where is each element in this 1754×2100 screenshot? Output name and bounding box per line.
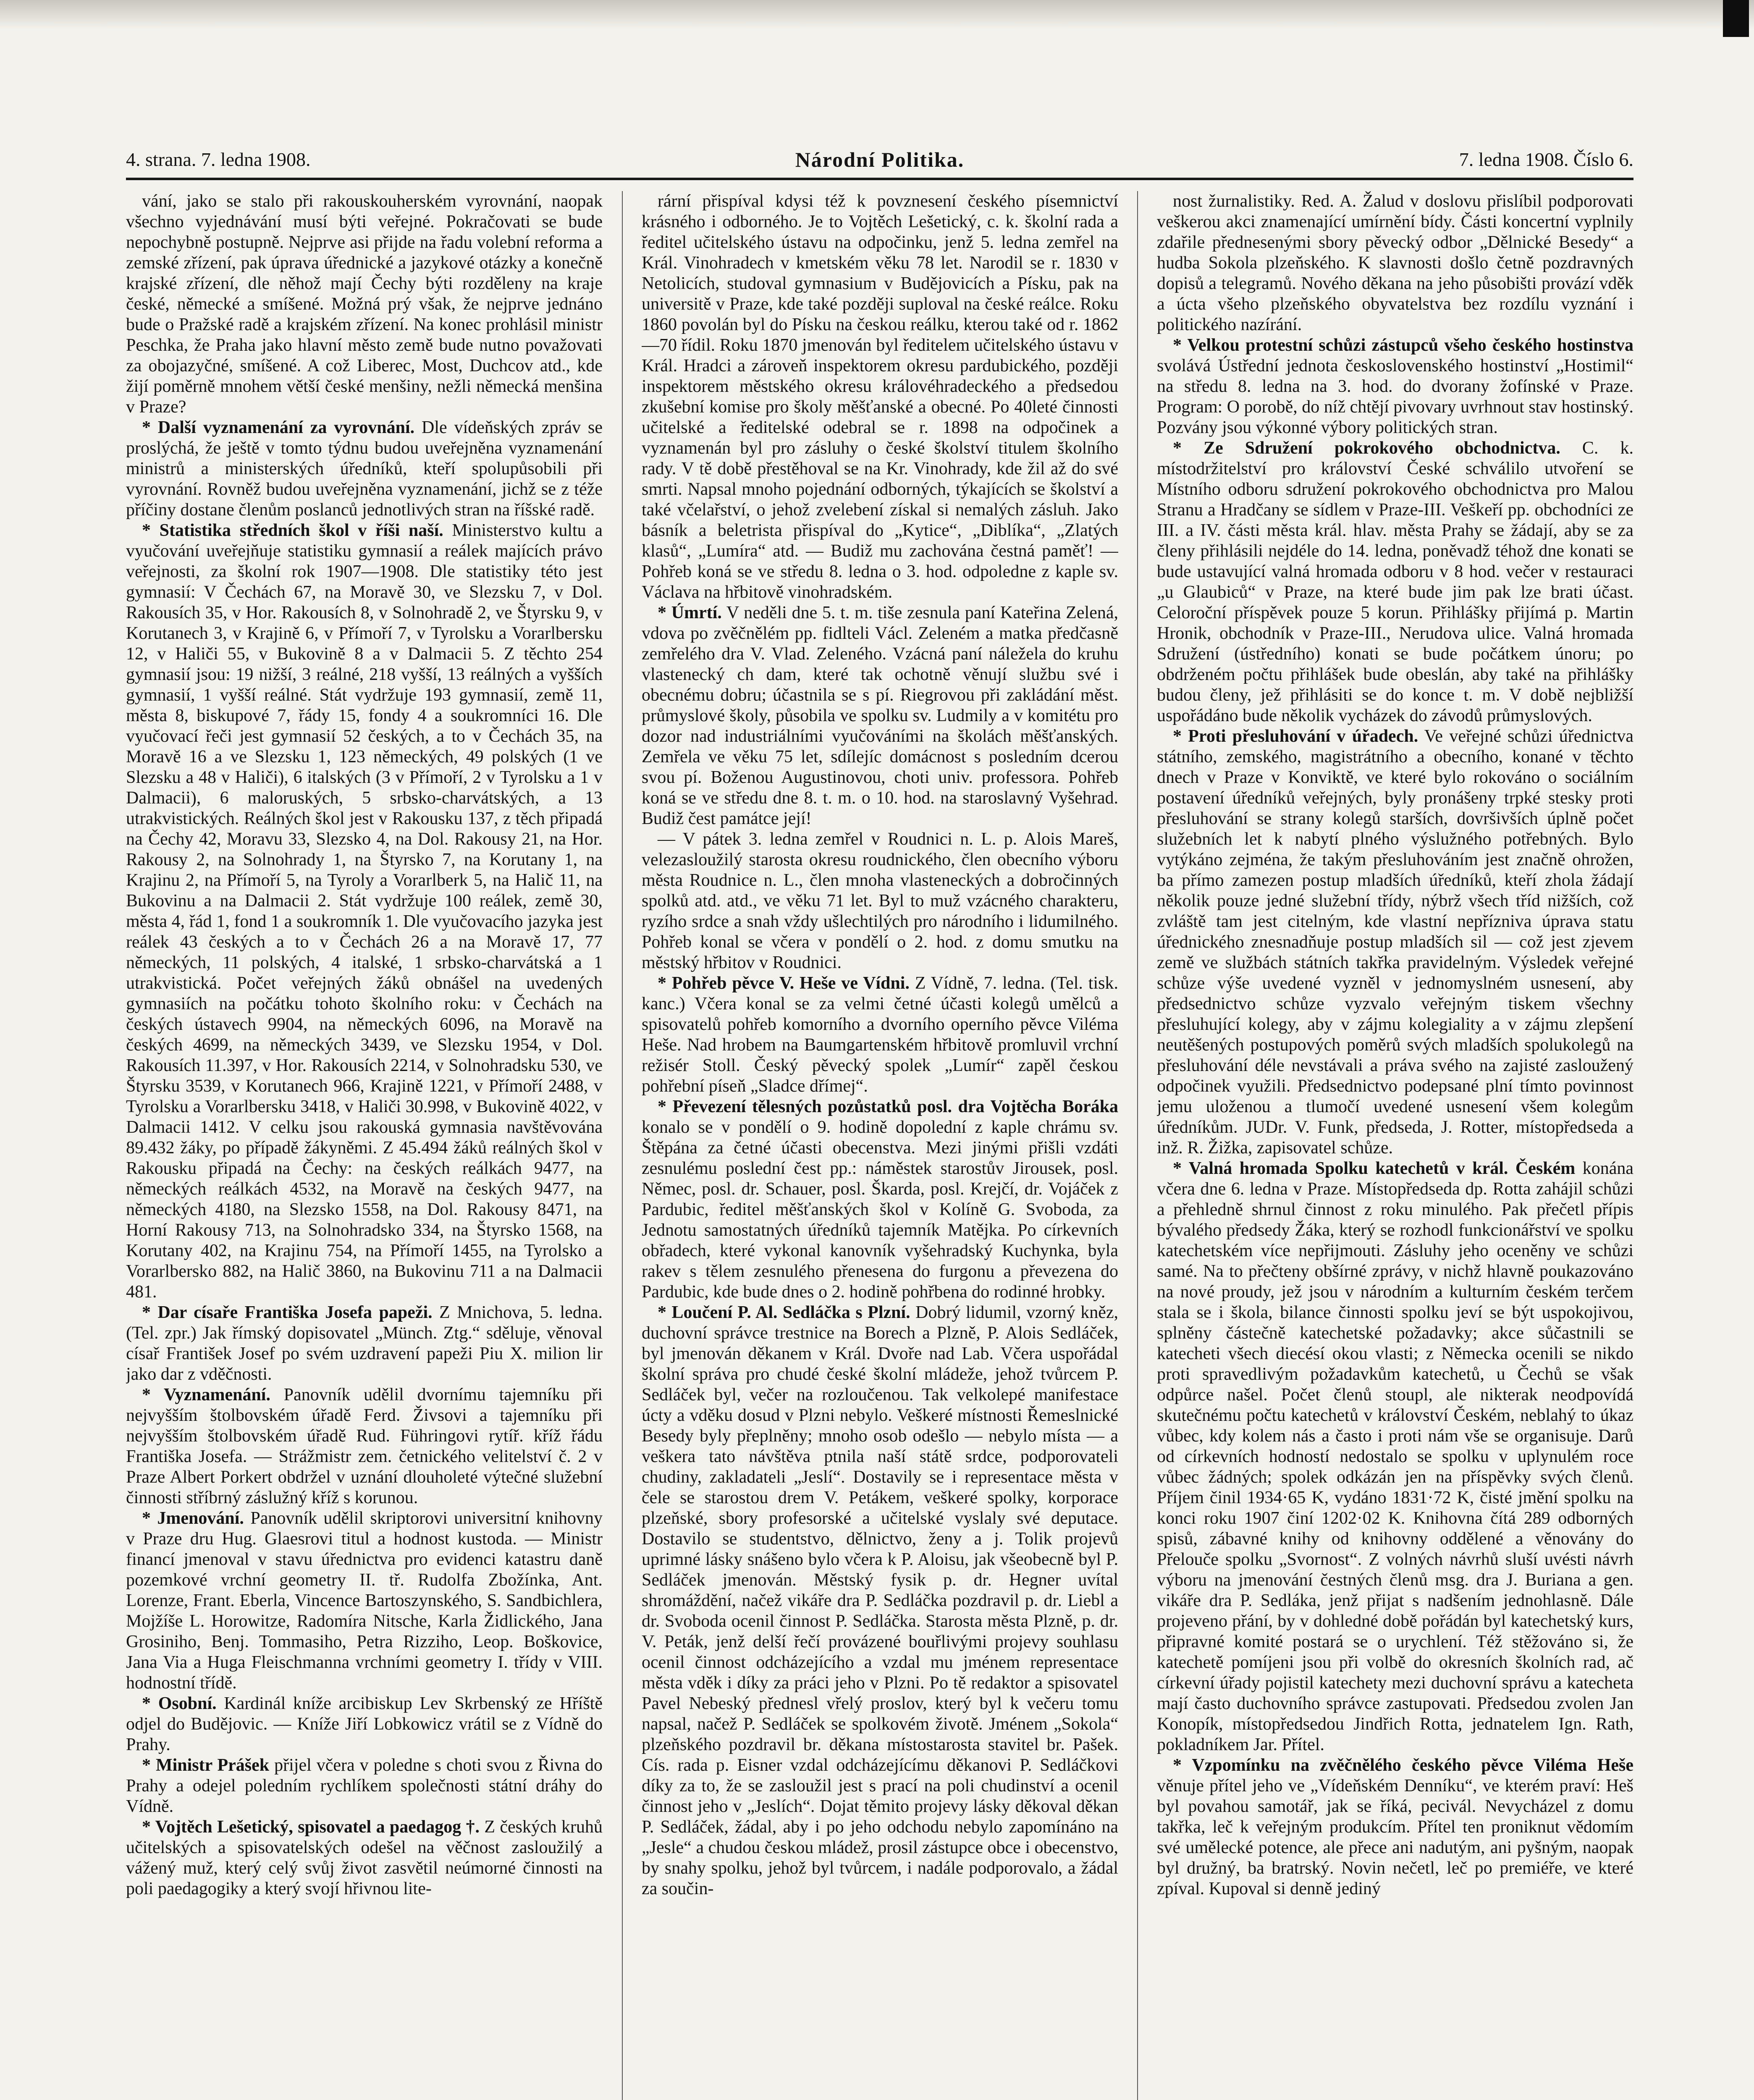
article-heading: * Vojtěch Lešetický, spisovatel a paedagog †. (142, 1817, 480, 1837)
article-heading: * Valná hromada Spolku katechetů v král. Českém (1173, 1159, 1576, 1178)
scan-corner-mark (1723, 0, 1749, 37)
article-text: konána včera dne 6. ledna v Praze. Místopředseda dp. Rotta zahájil schůzi a přehledně shrnul činnost z roku minulého. Pak přečetl přípis bývalého předsedy Žáka, který se rozhodl funkcionářství ve spolku katechetském více nepřijmouti. Zásluhy jeho oceněny ve schůzi samé. Na to přečteny obšírné zprávy, v nichž hlavně poukazováno na nové proudy, jež jsou v národním a kulturním českém terčem stala se i škola, bilance činnosti spolku jeví se být uspokojivou, splněny částečně katechetské požadavky; akce sůčastnili se katecheti všech diecésí okou vlasti; z Německa ocenili se nikdo proti spravedlivým požadavkům katechetů, u Čechů se však odpůrce našel. Počet členů stoupl, ale nikterak neodpovídá skutečnému počtu katechetů v království Českém, neblahý to úkaz vůbec, kdy kolem nás a často i proti nám vše se organisuje. Darů od církevních hodností nedostalo se spolku v uplynulém roce vůbec žádných; spolek odkázán jen na příspěvky svých členů. Příjem činil 1934·65 K, vydáno 1831·72 K, čisté jmění spolku na konci roku 1907 činí 1202·02 K. Knihovna čítá 289 odborných spisů, zábavné knihy od knihovny oddělené a věnovány do Přelouče spolku „Svornost“. Z volných návrhů sluší uvésti návrh výboru na jmenování čestných členů msg. dra J. Buriana a gen. vikáře dra P. Sedláka, jenž přijat s nadšením jednohlasně. Dále projeveno přání, by v dohledné době pořádán byl katechetský kurs, připravné komité postará se o urychlení. Též stěžováno si, že katechetě pomíjeni jsou při volbě do okresních školních rad, ač církevní úřady pojistil katechety mezi duchovní správu a katecheta mají často duchovního správce zastupovati. Předsedou zvolen Jan Konopík, místopředsedou Jindřich Rotta, jednatelem Ign. Rath, pokladníkem Jar. Přítel. (1157, 1159, 1633, 1754)
article-paragraph (1157, 335, 1633, 438)
article-text: přijel včera v poledne s choti svou z Řivna do Prahy a odejel poledním rychlíkem společnosti státní dráhy do Vídně. (126, 1756, 603, 1816)
newspaper-page (126, 145, 1633, 2100)
article-paragraph (642, 1097, 1118, 1302)
article-paragraph (126, 1302, 603, 1385)
newspaper-title: Národní Politika. (795, 148, 965, 171)
article-paragraph (642, 829, 1118, 973)
article-paragraph (1157, 191, 1633, 335)
article-heading: * Ministr Prášek (142, 1756, 270, 1775)
scan-top-edge (0, 0, 1754, 29)
article-heading: * Statistika středních škol v říši naší. (142, 521, 443, 540)
article-heading: * Loučení P. Al. Sedláčka s Plzní. (658, 1303, 910, 1322)
article-paragraph (642, 973, 1118, 1097)
article-heading: * Pohřeb pěvce V. Heše ve Vídni. (658, 974, 910, 993)
article-text: Z Mnichova, 5. ledna. (Tel. zpr.) Jak římský dopisovatel „Münch. Ztg.“ sděluje, věnoval císař František Josef po svém uzdravení papeži Piu X. milion lir jako dar z vděčnosti. (126, 1303, 603, 1384)
article-text: — V pátek 3. ledna zemřel v Roudnici n. L. p. Alois Mareš, velezasloužilý starosta okresu roudnického, člen obecního výboru města Roudnice n. L., člen mnoha vlasteneckých a dobročinných spolků atd. atd., ve věku 71 let. Byl to muž vzácného charakteru, ryzího srdce a snah vždy ušlechtilých pro národního i lidumilného. Pohřeb konal se včera v pondělí o 2. hod. z domu smutku na městský hřbitov v Roudnici. (642, 830, 1118, 972)
column-3 (1157, 191, 1633, 2100)
article-paragraph (126, 417, 603, 520)
article-text: Z českých kruhů učitelských a spisovatelských odešel na věčnost zasloužilý a vážený muž, který celý svůj život zasvětil neúmorné činnosti na poli paedagogiky a který svojí hřivnou lite- (126, 1817, 603, 1898)
article-heading: * Další vyznamenání za vyrovnání. (142, 418, 415, 437)
article-paragraph (126, 1817, 603, 1899)
issue-date-number: 7. ledna 1908. Číslo 6. (1459, 149, 1633, 170)
article-heading: * Jmenování. (142, 1509, 244, 1528)
article-text: vání, jako se stalo při rakouskouherském vyrovnání, naopak všechno vyjednávání musí býti veřejné. Pokračovati se bude nepochybně postupně. Nejprve asi přijde na řadu volební reforma a zemské zřízení, pak úprava úřednické a jazykové otázky a konečně krajské zřízení, dle něhož mají Čechy býti rozděleny na kraje české, německé a smíšené. Možná prý však, že nejprve jednáno bude o Pražské radě a krajském zřízení. Na konec prohlásil ministr Peschka, že Praha jako hlavní město země bude nutno považovati za obojazyčné, smíšené. A což Liberec, Most, Duchcov atd., kde žijí poměrně mnohem větší české menšiny, nežli německá menšina v Praze? (126, 192, 603, 417)
article-heading: * Dar císaře Františka Josefa papeži. (142, 1303, 433, 1322)
article-heading: * Osobní. (142, 1694, 217, 1713)
column-divider (1137, 191, 1138, 2100)
article-heading: * Úmrtí. (658, 603, 722, 622)
article-text: Panovník udělil dvornímu tajemníku při nejvyšším štolbovském úřadě Ferd. Živsovi a tajemníku při nejvyšším štolbovském úřadě Rud. Führingovi rytíř. kříž řádu Františka Josefa. — Strážmistr zem. četnického velitelství č. 2 v Praze Albert Porkert obdržel v uznání dlouholeté výtečné služební činnosti stříbrný záslužný kříž s korunou. (126, 1385, 603, 1507)
article-text: C. k. místodržitelství pro království České schválilo utvoření se Místního odboru sdružení pokrokového obchodnictva pro Malou Stranu a Hradčany se sídlem v Praze-III. Veškeří pp. obchodníci ze III. a IV. části města král. hlav. města Prahy se žádají, aby se za členy přihlásili nejdéle do 14. ledna, poněvadž téhož dne konati se bude ustavující valná hromada odboru v 8 hod. večer v restauraci „u Glaubiců“ v Praze, na které bude jim pak lze brati účast. Celoroční příspěvek pouze 5 korun. Přihlášky přijímá p. Martin Hronik, obchodník v Praze-III., Nerudova ulice. Valná hromada Sdružení (ústředního) konati se bude počátkem únoru; po obdrženém počtu přihlášek bude obeslán, aby také na přihlášky budou členy, jež přihlásiti se do konce t. m. V době nejbližší uspořádáno bude několik vycházek do závodů průmyslových. (1157, 438, 1633, 725)
column-1 (126, 191, 603, 2100)
article-paragraph (126, 1385, 603, 1508)
article-heading: * Proti přesluhování v úřadech. (1173, 727, 1418, 746)
article-paragraph (126, 1755, 603, 1817)
article-heading: * Vzpomínku na zvěčnělého českého pěvce Viléma Heše (1173, 1756, 1633, 1775)
article-text: Kardinál kníže arcibiskup Lev Skrbenský ze Hříště odjel do Budějovic. — Kníže Jiří Lobkowicz vrátil se z Vídně do Prahy. (126, 1694, 603, 1754)
article-paragraph (1157, 726, 1633, 1158)
article-text: Z Vídně, 7. ledna. (Tel. tisk. kanc.) Včera konal se za velmi četné účasti kolegů umělců a spisovatelů pohřeb komorního a dvorního operního pěvce Viléma Heše. Nad hrobem na Baumgartenském hřbitově promluvil vrchní režisér Stoll. Český pěvecký spolek „Lumír“ zapěl českou pohřební píseň „Sladce dřímej“. (642, 974, 1118, 1096)
article-paragraph (126, 520, 603, 1302)
article-heading: * Převezení tělesných pozůstatků posl. dra Vojtěcha Boráka (658, 1097, 1118, 1116)
article-text: Dobrý lidumil, vzorný kněz, duchovní správce trestnice na Borech a Plzně, P. Alois Sedláček, byl jmenován děkanem v Král. Dvoře nad Lab. Včera uspořádal školní správa pro chudé české školní mládeže, jehož tvůrcem P. Sedláček byl, večer na rozloučenou. Tak velkolepé manifestace úcty a vděku dosud v Plzni nebylo. Veškeré místnosti Řemeslnické Besedy byly přeplněny; mnoho osob odešlo — nebylo místa — a veškera tato návštěva ptnila naší státě srdce, podporovateli chudiny, zakladateli „Jeslí“. Dostavily se i representace města v čele se starostou drem V. Petákem, veškeré spolky, korporace plzeňské, sbory profesorské a učitelské vyslaly své deputace. Dostavilo se studentstvo, dělnictvo, ženy a j. Tolik projevů uprimné lásky snášeno bylo včera k P. Aloisu, jak všeobecně byl P. Sedláček jmenován. Městský fysik p. dr. Hegner uvítal shromáždění, načež vikáře dra P. Sedláčka pozdravil p. dr. Liebl a dr. Svoboda ocenil činnost P. Sedláčka. Starosta města Plzně, p. dr. V. Peták, jenž delší řečí provázené bouřlivými projevy souhlasu ocenil činnost odcházejícího a vzdal mu jménem representace města vděk i díky za práci jeho v Plzni. Po tě redaktor a spisovatel Pavel Nebeský přednesl vřelý proslov, který byl k večeru tomu napsal, načež P. Sedláček se spolkovém životě. Jménem „Sokola“ plzeňského pozdravil br. děkana místostarosta stavitel br. Pašek. Cís. rada p. Eisner vzdal odcházejícímu děkanovi P. Sedláčkovi díky za to, že se zasloužil jest s prací na poli chudinství a ocenil činnost jeho v „Jeslích“. Dojat těmito projevy lásky děkoval děkan P. Sedláček, žádal, aby i po jeho odchodu nebylo zapomínáno na „Jesle“ a chudou českou mládež, prosil zástupce obce i obecenstvo, by snahy spolku, jehož byl tvůrcem, i nadále podporovalo, a žádal za součin- (642, 1303, 1118, 1898)
article-paragraph (1157, 438, 1633, 726)
article-text: věnuje přítel jeho ve „Vídeňském Denníku“, ve kterém praví: Heš byl povahou samotář, jak se říká, pecivál. Nevycházel z domu takřka, leč k veřejným produkcím. Přítel ten proniknut vědomím své umělecké potence, ale přece ani nadutým, ani pyšným, naopak byl družný, ba bratrský. Novin nečetl, leč po premiéře, ve které zpíval. Kupoval si denně jediný (1157, 1776, 1633, 1898)
article-text: V neděli dne 5. t. m. tiše zesnula paní Kateřina Zelená, vdova po zvěčnělém pp. fidlteli Václ. Zeleném a matka předčasně zemřelého dra V. Vlad. Zeleného. Vzácná paní náležela do kruhu vlastenecký ch dam, které tak ochotně věnují službu své i obecnému dobru; účastnila se s pí. Riegrovou při zakládání měst. průmyslové školy, působila ve spolku sv. Ludmily a v komitétu pro dozor nad industriálními vyučováními na školách měšťanských. Zemřela ve věku 75 let, sdílejíc domácnost s posledním dcerou svou pí. Boženou Augustinovou, choti univ. professora. Pohřeb koná se ve středu dne 8. t. m. o 10. hod. na staroslavný Vyšehrad. Budiž čest památce její! (642, 603, 1118, 828)
article-paragraph (126, 1693, 603, 1755)
article-text: Dle vídeňských zpráv se proslýchá, že ještě v tomto týdnu budou uveřejněna vyznamenání ministrů a ministerských úředníků, kteří spolupůsobili při vyrovnání. Rovněž budou uveřejněna vyznamenání, jichž se z téže příčiny dostane členům poslanců jednotlivých stran na říšské radě. (126, 418, 603, 520)
article-text: Panovník udělil skriptorovi universitní knihovny v Praze dru Hug. Glaesrovi titul a hodnost kustoda. — Ministr financí jmenoval v stavu úřednictva pro evidenci katastru daně pozemkové vrchní geometry II. tř. Rudolfa Zbožínka, Ant. Lorenze, Frant. Eberla, Vincence Bartoszynského, S. Sandbichlera, Mojžíše L. Horowitze, Radomíra Nitsche, Karla Židlického, Jana Grosiniho, Benj. Tommasiho, Petra Rizziho, Leop. Boškovice, Jana Via a Huga Fleischmanna vrchními geometry I. třídy v VIII. hodnostní třídě. (126, 1509, 603, 1693)
article-text: konalo se v pondělí o 9. hodině dopolední z kaple chrámu sv. Štěpána za četné účasti obecenstva. Mezi jinými přišli vzdáti zesnulému poslední čest pp.: náměstek starostův Jirousek, posl. Němec, posl. dr. Schauer, posl. Škarda, posl. Krejčí, dr. Vojáček z Pardubic, ředitel měšťanských škol v Kolíně G. Svoboda, za Jednotu samostatných úředníků tajemník Matějka. Po církevních obřadech, které vykonal kanovník vyšehradský Kuchynka, byla rakev s tělem zesnulého přenesena do furgonu a převezena do Pardubic, kde bude dnes o 2. hodině pohřbena do rodinné hrobky. (642, 1118, 1118, 1302)
article-text: Ve veřejné schůzi úřednictva státního, zemského, magistrátního a obecního, konané v těchto dnech v Praze v Konviktě, ve které bylo rokováno o sociálním postavení úředníků veřejných, byly pronášeny trpké stesky proti přesluhování se strany kolegů starších, dovršivších úplně počet služebních let k nabytí plného výslužného potřebných. Bylo vytýkáno zejména, že takým přesluhováním jest značně ohrožen, ba přímo zamezen postup mladších úředníků, kteří zhola žádají několik pouze jedné služební třídy, nýbrž všech tříd nižších, což zvláště tam jest citelným, kde vlastní nepřízniva úprava statu úřednického znesnadňuje postup mladších sil — což jest zjevem země ve službách státních takřka pravidelným. Výsledek veřejné schůze výše uvedené vyzněl v jednomyslném usnesení, aby předsednictvo schůze vyzvalo veřejným tiskem všechny přesluhující kolegy, aby v zájmu kolegiality a v zájmu zlepšení neutěšených postupových poměrů svých mladších spolukolegů na přesluhování déle nevstávali a práva svého na zajisté zasloužený odpočinek využili. Předsednictvo podepsané plní tímto povinnost jemu uloženou a tlumočí uvedené usnesení všem kolegům úředníkům. JUDr. V. Funk, předseda, J. Rotter, místopředseda a inž. R. Žižka, zapisovatel schůze. (1157, 727, 1633, 1158)
article-text: svolává Ústřední jednota československého hostinství „Hostimil“ na středu 8. ledna na 3. hod. do dvorany žofínské v Praze. Program: O porobě, do níž chtějí pivovary uvrhnout stav hostinský. Pozvány jsou výkonné výbory politických stran. (1157, 356, 1633, 437)
article-text: nost žurnalistiky. Red. A. Žalud v doslovu přislíbil podporovati veškerou akci znamenající umírnění bídy. Části koncertní vyplnily zdařile přednesenými sbory pěvecký odbor „Dělnické Besedy“ a hudba Sokola plzeňského. K slavnosti došlo četně pozdravných dopisů a telegramů. Nového děkana na jeho působišti provází vděk a úcta všeho plzeňského obyvatelstva bez rozdílu vyznání i politického nazírání. (1157, 192, 1633, 334)
column-2 (642, 191, 1118, 2100)
column-divider (622, 191, 623, 2100)
article-text: rární přispíval kdysi též k povznesení českého písemnictví krásného i odborného. Je to Vojtěch Lešetický, c. k. školní rada a ředitel učitelského ústavu na odpočinku, jenž 5. ledna zemřel na Král. Vinohradech v kmetském věku 78 let. Narodil se r. 1830 v Netolicích, studoval gymnasium v Budějovicích a Písku, pak na universitě v Praze, kde také později suploval na české reálce. Roku 1860 povolán byl do Písku na českou reálku, kterou také od r. 1862—70 řídil. Roku 1870 jmenován byl ředitelem učitelského ústavu v Král. Hradci a zároveň inspektorem okresu pardubického, později inspektorem městského okresu královéhradeckého a předsedou zkušební komise pro školy měšťanské a obecné. Po 40leté činnosti učitelské a ředitelské odebral se r. 1898 na odpočinek a vyznamenán byl pro zásluhy o české školství titulem školního rady. V tě době přestěhoval se na Kr. Vinohrady, kde žil až do své smrti. Napsal mnoho pojednání odborných, týkajících se školství a také včelařství, o jehož zvelebení získal si nemalých zásluh. Jako básník a beletrista přispíval do „Kytice“, „Diblíka“, „Zlatých klasů“, „Lumíra“ atd. — Budiž mu zachována čestná paměť! — Pohřeb koná se ve středu 8. ledna o 3. hod. odpoledne z kaple sv. Václava na hřbitově vinohradském. (642, 192, 1118, 602)
masthead (126, 145, 1633, 174)
page-number-date: 4. strana. 7. ledna 1908. (126, 149, 311, 170)
article-paragraph (1157, 1158, 1633, 1755)
article-text: Ministerstvo kultu a vyučování uveřejňuje statistiku gymnasií a reálek majících právo veřejnosti, za školní rok 1907—1908. Dle statistiky této jest gymnasií: V Čechách 67, na Moravě 30, ve Slezsku 7, v Dol. Rakousích 35, v Hor. Rakousích 8, v Solnohradě 2, ve Štyrsku 9, v Korutanech 3, v Krajině 6, v Přímoří 7, v Tyrolsku a Vorarlbersku 12, v Haliči 55, v Bukovině 8 a v Dalmacii 5. Z těchto 254 gymnasií jsou: 19 nižší, 3 reálné, 218 vyšší, 13 reálných a vyšších gymnasií, 1 vyšší reálné. Stát vydržuje 193 gymnasií, země 11, města 8, biskupové 7, řády 15, fondy 4 a soukromníci 16. Dle vyučovací řeči jest gymnasií 52 českých, a to v Čechách 35, na Moravě 16 a ve Slezsku 1, 123 německých, 49 polských (1 ve Slezsku a 48 v Haliči), 6 italských (3 v Přímoří, 2 v Tyrolsku a 1 v Dalmacii), 6 maloruských, 5 srbsko-charvátských, a 13 utrakvistických. Reálných škol jest v Rakousku 137, z těch připadá na Čechy 42, Moravu 33, Slezsko 4, na Dol. Rakousy 21, na Hor. Rakousy 2, na Solnohrady 1, na Štyrsko 7, na Korutany 1, na Krajinu 2, na Přímoří 5, na Tyroly a Vorarlberk 5, na Halič 11, na Bukovinu a na Dalmacii 2. Stát vydržuje 100 reálek, země 30, města 4, řád 1, fond 1 a soukromník 1. Dle vyučovacího jazyka jest reálek 43 českých a to v Čechách 26 a na Moravě 17, 77 německých, 11 polských, 4 italské, 1 srbsko-charvátská a 1 utrakvistická. Počet veřejných žáků obnášel na uvedených gymnasiích na počátku tohoto školního roku: v Čechách na českých ústavech 9904, na německých 6096, na Moravě na českých 4699, na německých 3439, ve Slezsku 1954, v Dol. Rakousích 11.397, v Hor. Rakousích 2214, v Solnohradsku 530, ve Štyrsku 3539, v Korutanech 966, Krajině 1221, v Přímoří 2488, v Tyrolsku a Vorarlbersku 3418, v Haliči 30.998, v Bukovině 4022, v Dalmacii 1412. V celku jsou rakouská gymnasia navštěvována 89.432 žáky, po případě žákyněmi. Z 45.494 žáků reálných škol v Rakousku připadá na Čechy: na českých reálkách 9477, na německých reálkách 4532, na Moravě na českých 9477, na německých 4180, na Slezsko 1558, na Dol. Rakousy 8471, na Horní Rakousy 713, na Solnohradsko 334, na Štyrsko 1568, na Korutany 402, na Krajinu 754, na Přímoří 1455, na Tyrolsko a Vorarlbersko 882, na Halič 3860, na Bukovinu 711 a na Dalmacii 481. (126, 521, 603, 1302)
article-paragraph (126, 1508, 603, 1693)
article-heading: * Velkou protestní schůzi zástupců všeho českého hostinstva (1173, 336, 1633, 355)
article-paragraph (642, 191, 1118, 603)
article-heading: * Ze Sdružení pokrokového obchodnictva. (1173, 438, 1560, 458)
article-heading: * Vyznamenání. (142, 1385, 270, 1404)
article-paragraph (126, 191, 603, 417)
article-paragraph (1157, 1755, 1633, 1899)
masthead-rule (126, 178, 1633, 180)
article-paragraph (642, 603, 1118, 829)
article-paragraph (642, 1302, 1118, 1899)
